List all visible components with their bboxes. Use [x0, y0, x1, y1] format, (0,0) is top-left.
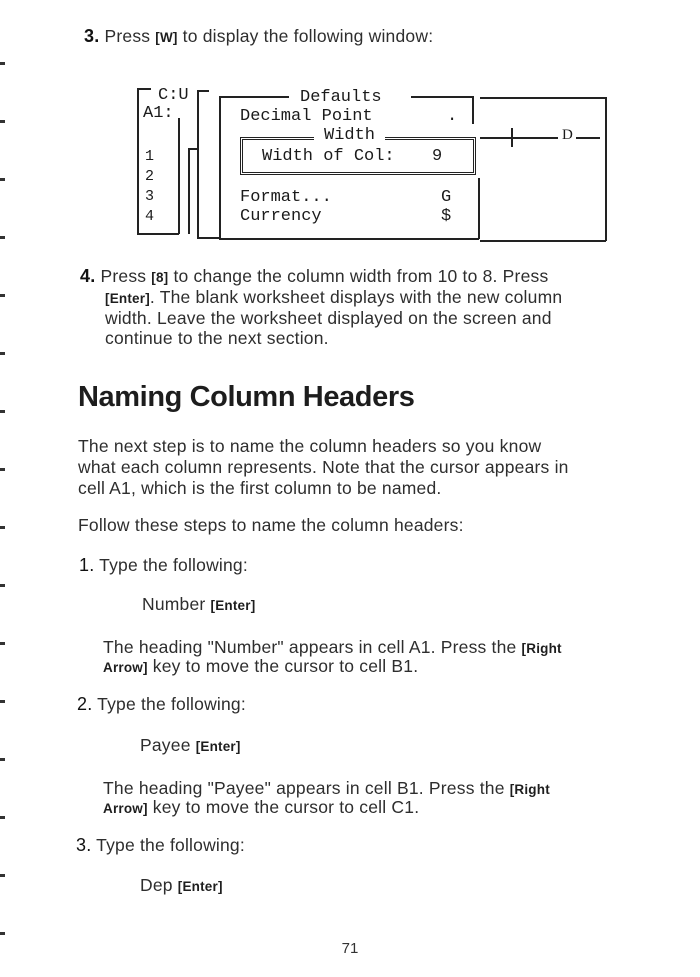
paragraph-line: what each column represents. Note that the cursor appears in — [78, 457, 569, 477]
edge-mark — [0, 526, 5, 529]
step-2-result-line1: The heading "Payee" appears in cell B1. Press the [Right — [103, 778, 550, 798]
decimal-point-label[interactable]: Decimal Point — [240, 107, 373, 126]
currency-label[interactable]: Currency — [240, 207, 322, 226]
step-2-entry: Payee [Enter] — [140, 735, 241, 755]
width-of-col-label: Width of Col: — [262, 147, 395, 166]
edge-mark — [0, 584, 5, 587]
format-label[interactable]: Format... — [240, 188, 332, 207]
edge-mark — [0, 874, 5, 877]
page-number: 71 — [341, 940, 359, 957]
edge-mark — [0, 932, 5, 935]
edge-mark — [0, 758, 5, 761]
edge-mark — [0, 642, 5, 645]
edge-mark — [0, 700, 5, 703]
dialog-title: Defaults — [300, 88, 382, 107]
defaults-window-screenshot — [0, 0, 700, 260]
row-number: 2 — [145, 168, 155, 185]
edge-mark — [0, 294, 5, 297]
currency-value: $ — [441, 207, 452, 226]
edge-mark — [0, 352, 5, 355]
step-1-instruction: 1. Type the following: — [79, 555, 248, 575]
step-3-instruction: 3. Type the following: — [76, 835, 245, 855]
step-4-line3: width. Leave the worksheet displayed on the screen and — [105, 308, 552, 328]
width-dialog-title: Width — [314, 126, 385, 145]
step-3-entry: Dep [Enter] — [140, 875, 223, 895]
row-number: 1 — [145, 148, 155, 165]
edge-mark — [0, 410, 5, 413]
step-3-intro: 3. Press [W] to display the following window: — [84, 26, 434, 46]
width-of-col-value[interactable]: 9 — [432, 147, 443, 166]
section-heading: Naming Column Headers — [78, 381, 415, 413]
step-2-instruction: 2. Type the following: — [77, 694, 246, 714]
cell-ref: A1: — [143, 104, 174, 123]
edge-mark — [0, 468, 5, 471]
step-1-entry: Number [Enter] — [142, 594, 256, 614]
step-4-line2: [Enter]. The blank worksheet displays with the new column — [105, 287, 563, 307]
format-value: G — [441, 188, 452, 207]
decimal-point-value: . — [447, 107, 458, 126]
step-2-result-line2: Arrow] key to move the cursor to cell C1. — [103, 797, 420, 817]
step-1-result-line1: The heading "Number" appears in cell A1. Press the [Right — [103, 637, 562, 657]
row-number: 4 — [145, 208, 155, 225]
steps-intro: Follow these steps to name the column headers: — [78, 515, 464, 535]
column-ruler-label: D — [562, 127, 573, 143]
edge-mark — [0, 816, 5, 819]
paragraph-line: The next step is to name the column headers so you know — [78, 436, 542, 456]
step-4-line1: 4. Press [8] to change the column width from 10 to 8. Press — [80, 266, 549, 286]
paragraph-line: cell A1, which is the first column to be named. — [78, 478, 442, 498]
row-number: 3 — [145, 188, 155, 205]
step-4-line4: continue to the next section. — [105, 328, 329, 348]
cell-label: C:U — [158, 86, 189, 105]
step-1-result-line2: Arrow] key to move the cursor to cell B1. — [103, 656, 419, 676]
